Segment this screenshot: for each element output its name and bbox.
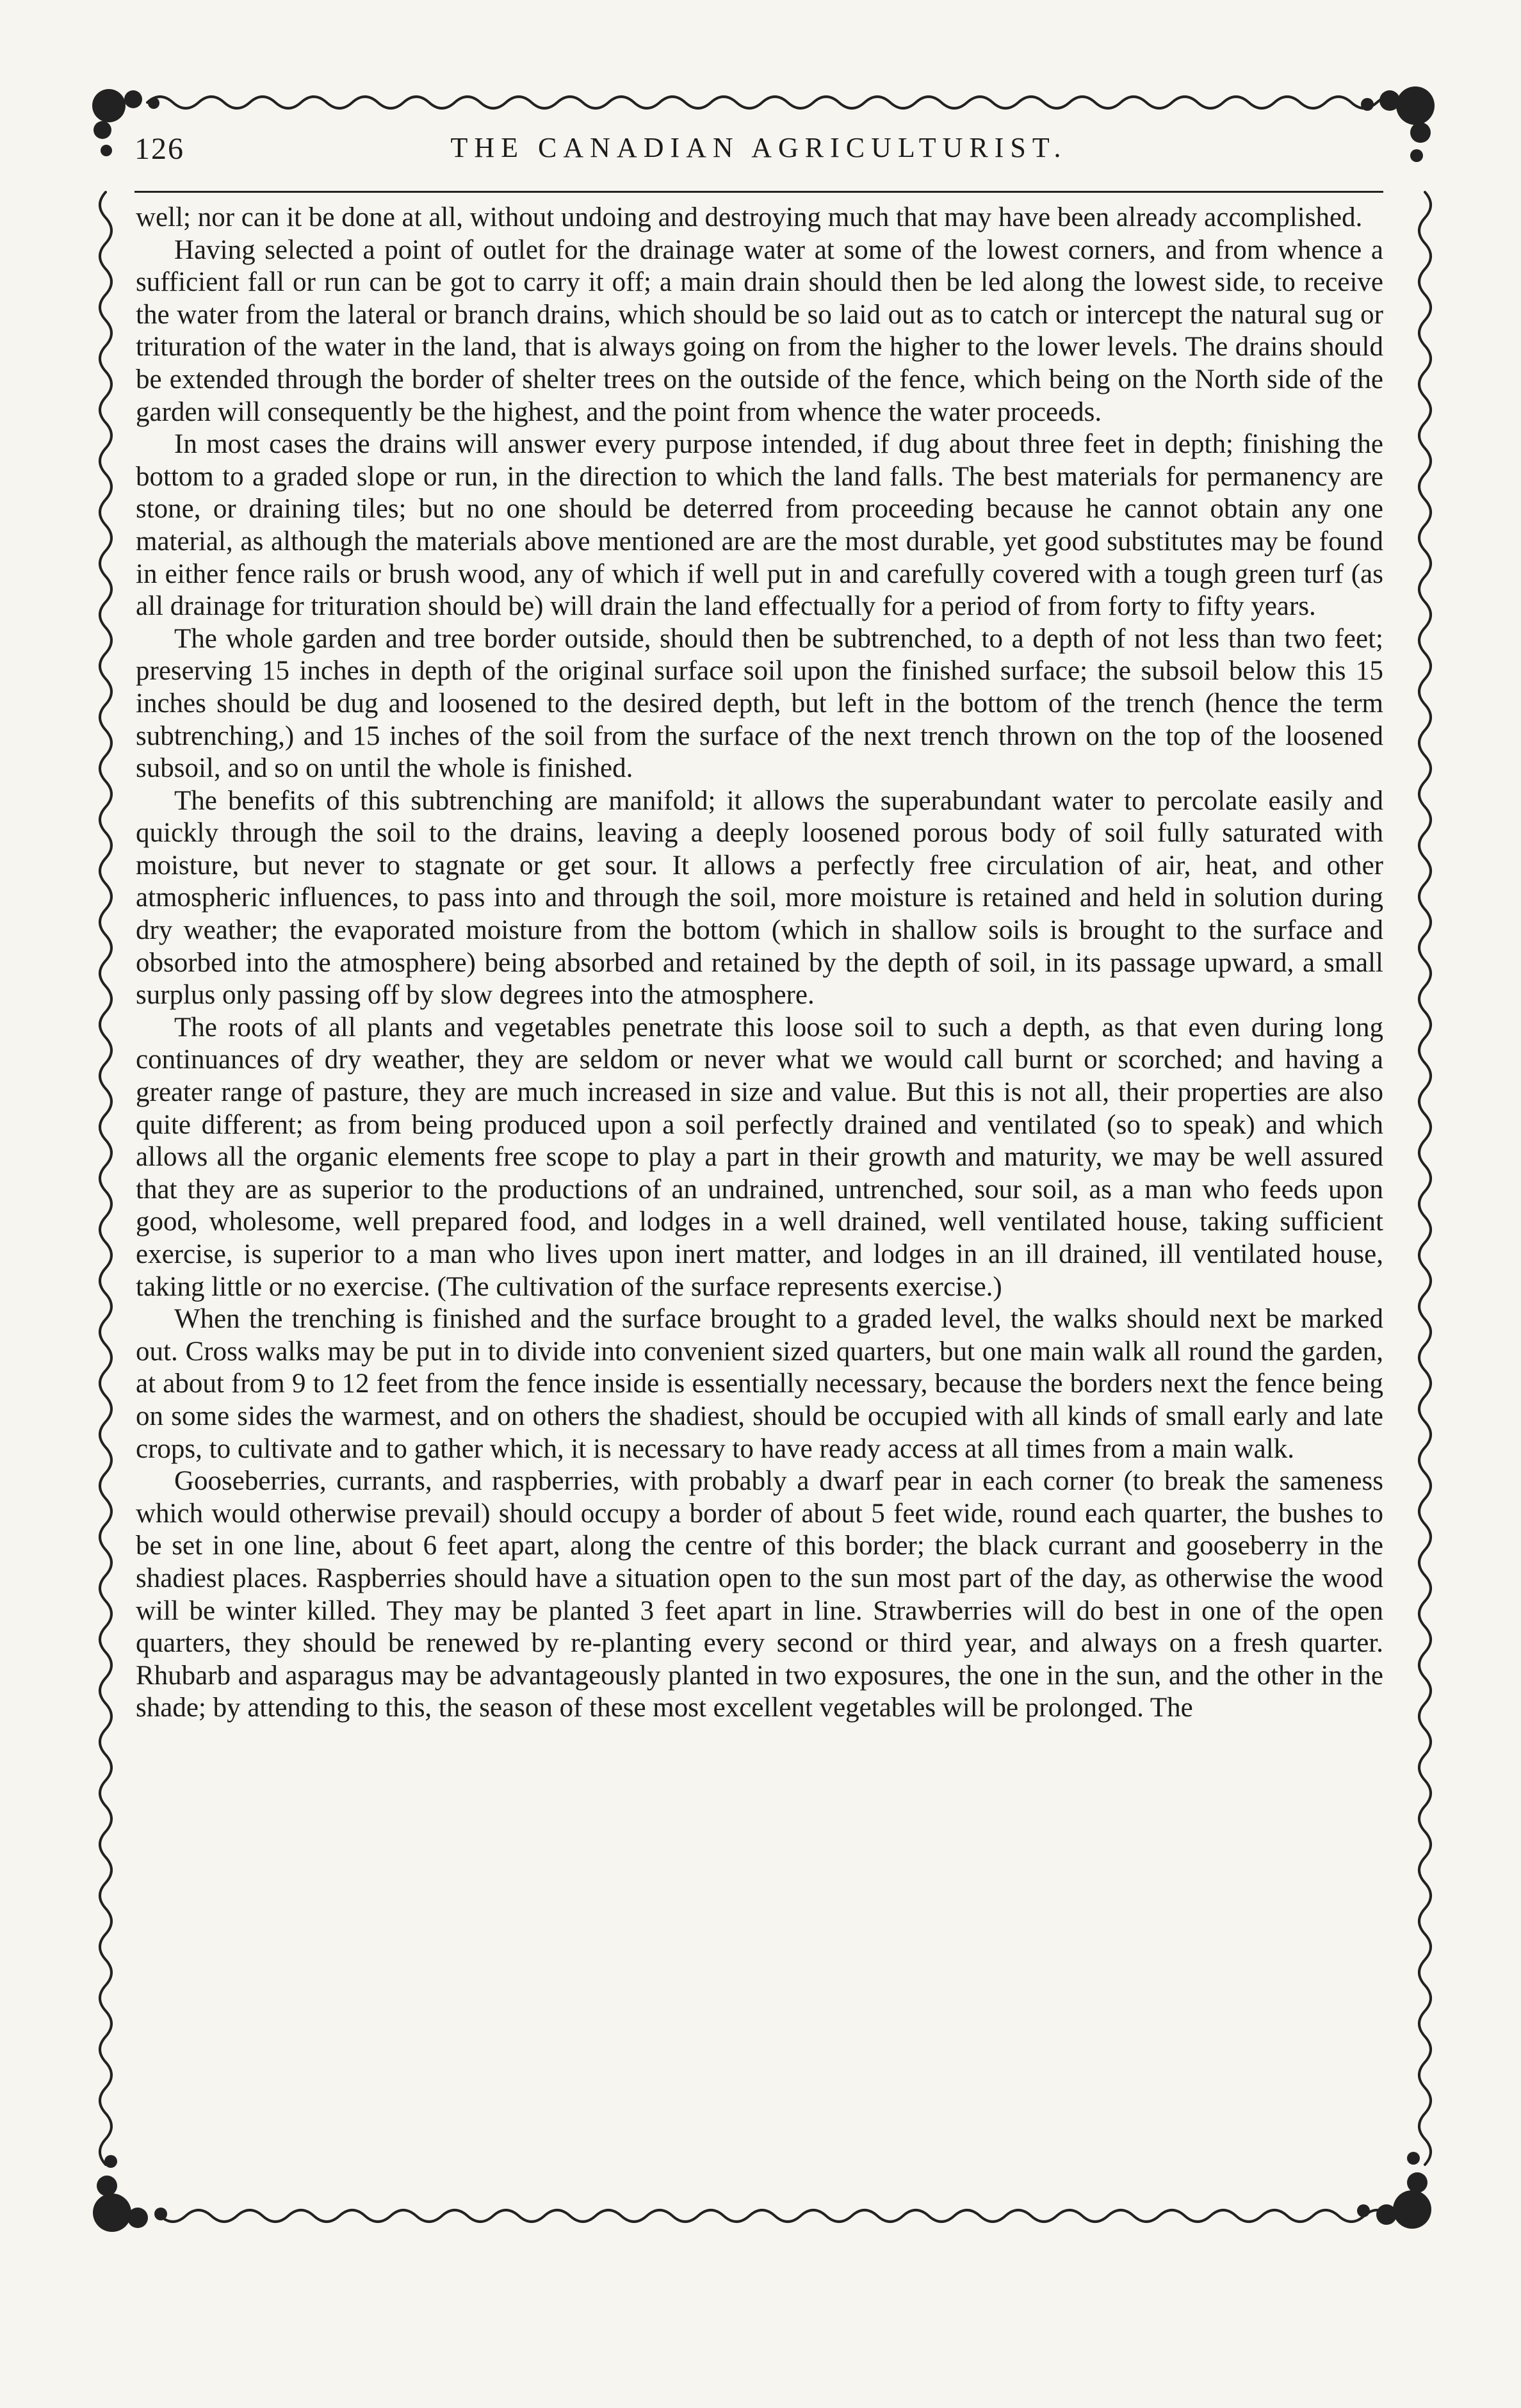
paragraph: Having selected a point of outlet for the drainage water at some of the lowest corners, and from whence a sufficient fall or run can be got to carry it off; a main drain should then be led along the lowest side, to receive the water from the lateral or branch drains, which should be so laid out as to catch or intercept the natural sug or trituration of the water in the land, that is always going on from the higher to the lower levels. The drains should be extended through the border of shelter trees on the outside of the fence, which being on the North side of the garden will consequently be the highest, and the point from whence the water proceeds. bbox=[136, 234, 1383, 427]
page-header bbox=[134, 131, 1383, 176]
bottom-right-corner-ornament-icon bbox=[1357, 2152, 1431, 2229]
paragraph: well; nor can it be done at all, without undoing and destroying much that may have been already accomplished. bbox=[136, 202, 1363, 232]
right-vine-border-icon bbox=[1419, 192, 1431, 2165]
bottom-vine-border-icon bbox=[160, 2210, 1390, 2222]
top-vine-border-icon bbox=[147, 97, 1403, 108]
paragraph: In most cases the drains will answer every purpose intended, if dug about three feet in depth; finishing the bottom to a graded slope or run, in the direction to which the land falls. The best materials for permanency are stone, or draining tiles; but no one should be deterred from proceeding because he cannot obtain any one material, as although the materials above mentioned are are the most durable, yet good substitutes may be found in either fence rails or brush wood, any of which if well put in and carefully covered with a tough green turf (as all drainage for trituration should be) will drain the land effectually for a period of from forty to fifty years. bbox=[136, 429, 1383, 622]
paragraph: When the trenching is finished and the surface brought to a graded level, the walks should next be marked out. Cross walks may be put in to divide into convenient sized quarters, but one main walk all round the garden, at about from 9 to 12 feet from the fence inside is essentially necessary, because the borders next the fence being on some sides the warmest, and on others the shadiest, should be occupied with all kinds of small early and late crops, to cultivate and to gather which, it is necessary to have ready access at all times from a main walk. bbox=[136, 1304, 1383, 1464]
bottom-left-corner-ornament-icon bbox=[93, 2155, 167, 2232]
page-number: 126 bbox=[134, 132, 184, 166]
running-title: THE CANADIAN AGRICULTURIST. bbox=[450, 132, 1068, 163]
paragraph: The roots of all plants and vegetables penetrate this loose soil to such a depth, as that even during long continuances of dry weather, they are seldom or never what we would call burnt or scorched; and having a greater range of pasture, they are much increased in size and value. But this is not all, their properties are also quite different; as from being produced upon a soil perfectly drained and ventilated (so to speak) and which allows all the organic elements free scope to play a part in their growth and maturity, we may be well assured that they are as superior to the productions of an undrained, untrenched, sour soil, as a man who feeds upon good, wholesome, well prepared food, and lodges in a well drained, well ventilated house, taking sufficient exercise, is superior to a man who lives upon inert matter, and lodges in an ill drained, ill ventilated house, taking little or no exercise. (The cultivation of the surface represents exercise.) bbox=[136, 1012, 1383, 1302]
article-body bbox=[136, 202, 1383, 1725]
paragraph: Gooseberries, currants, and raspberries, with probably a dwarf pear in each corner (to break the sameness which would otherwise prevail) should occupy a border of about 5 feet wide, round each quarter, the bushes to be set in one line, about 6 feet apart, along the centre of this border; the black currant and gooseberry in the shadiest places. Raspberries should have a situation open to the sun most part of the day, as otherwise the wood will be winter killed. They may be planted 3 feet apart in line. Strawberries will do best in one of the open quarters, they should be renewed by re-planting every second or third year, and always on a fresh quarter. Rhubarb and asparagus may be advantageously planted in two exposures, the one in the sun, and the other in the shade; by attending to this, the season of these most excellent vegetables will be prolonged. The bbox=[136, 1466, 1383, 1723]
left-vine-border-icon bbox=[100, 192, 111, 2165]
paragraph: The benefits of this subtrenching are manifold; it allows the superabundant water to percolate easily and quickly through the soil to the drains, leaving a deeply loosened porous body of soil fully saturated with moisture, but never to stagnate or get sour. It allows a perfectly free circulation of air, heat, and other atmospheric influences, to pass into and through the soil, more moisture is retained and held in solution during dry weather; the evaporated moisture from the bottom (which in shallow soils is brought to the surface and obsorbed into the atmosphere) being absorbed and retained by the depth of soil, in its passage upward, a small surplus only passing off by slow degrees into the atmosphere. bbox=[136, 785, 1383, 1011]
paragraph: The whole garden and tree border outside, should then be subtrenched, to a depth of not less than two feet; preserving 15 inches in depth of the original surface soil upon the finished surface; the subsoil below this 15 inches should be dug and loosened to the desired depth, but left in the bottom of the trench (hence the term subtrenching,) and 15 inches of the soil from the surface of the next trench thrown on the top of the loosened subsoil, and so on until the whole is finished. bbox=[136, 623, 1383, 784]
header-rule bbox=[134, 191, 1383, 193]
